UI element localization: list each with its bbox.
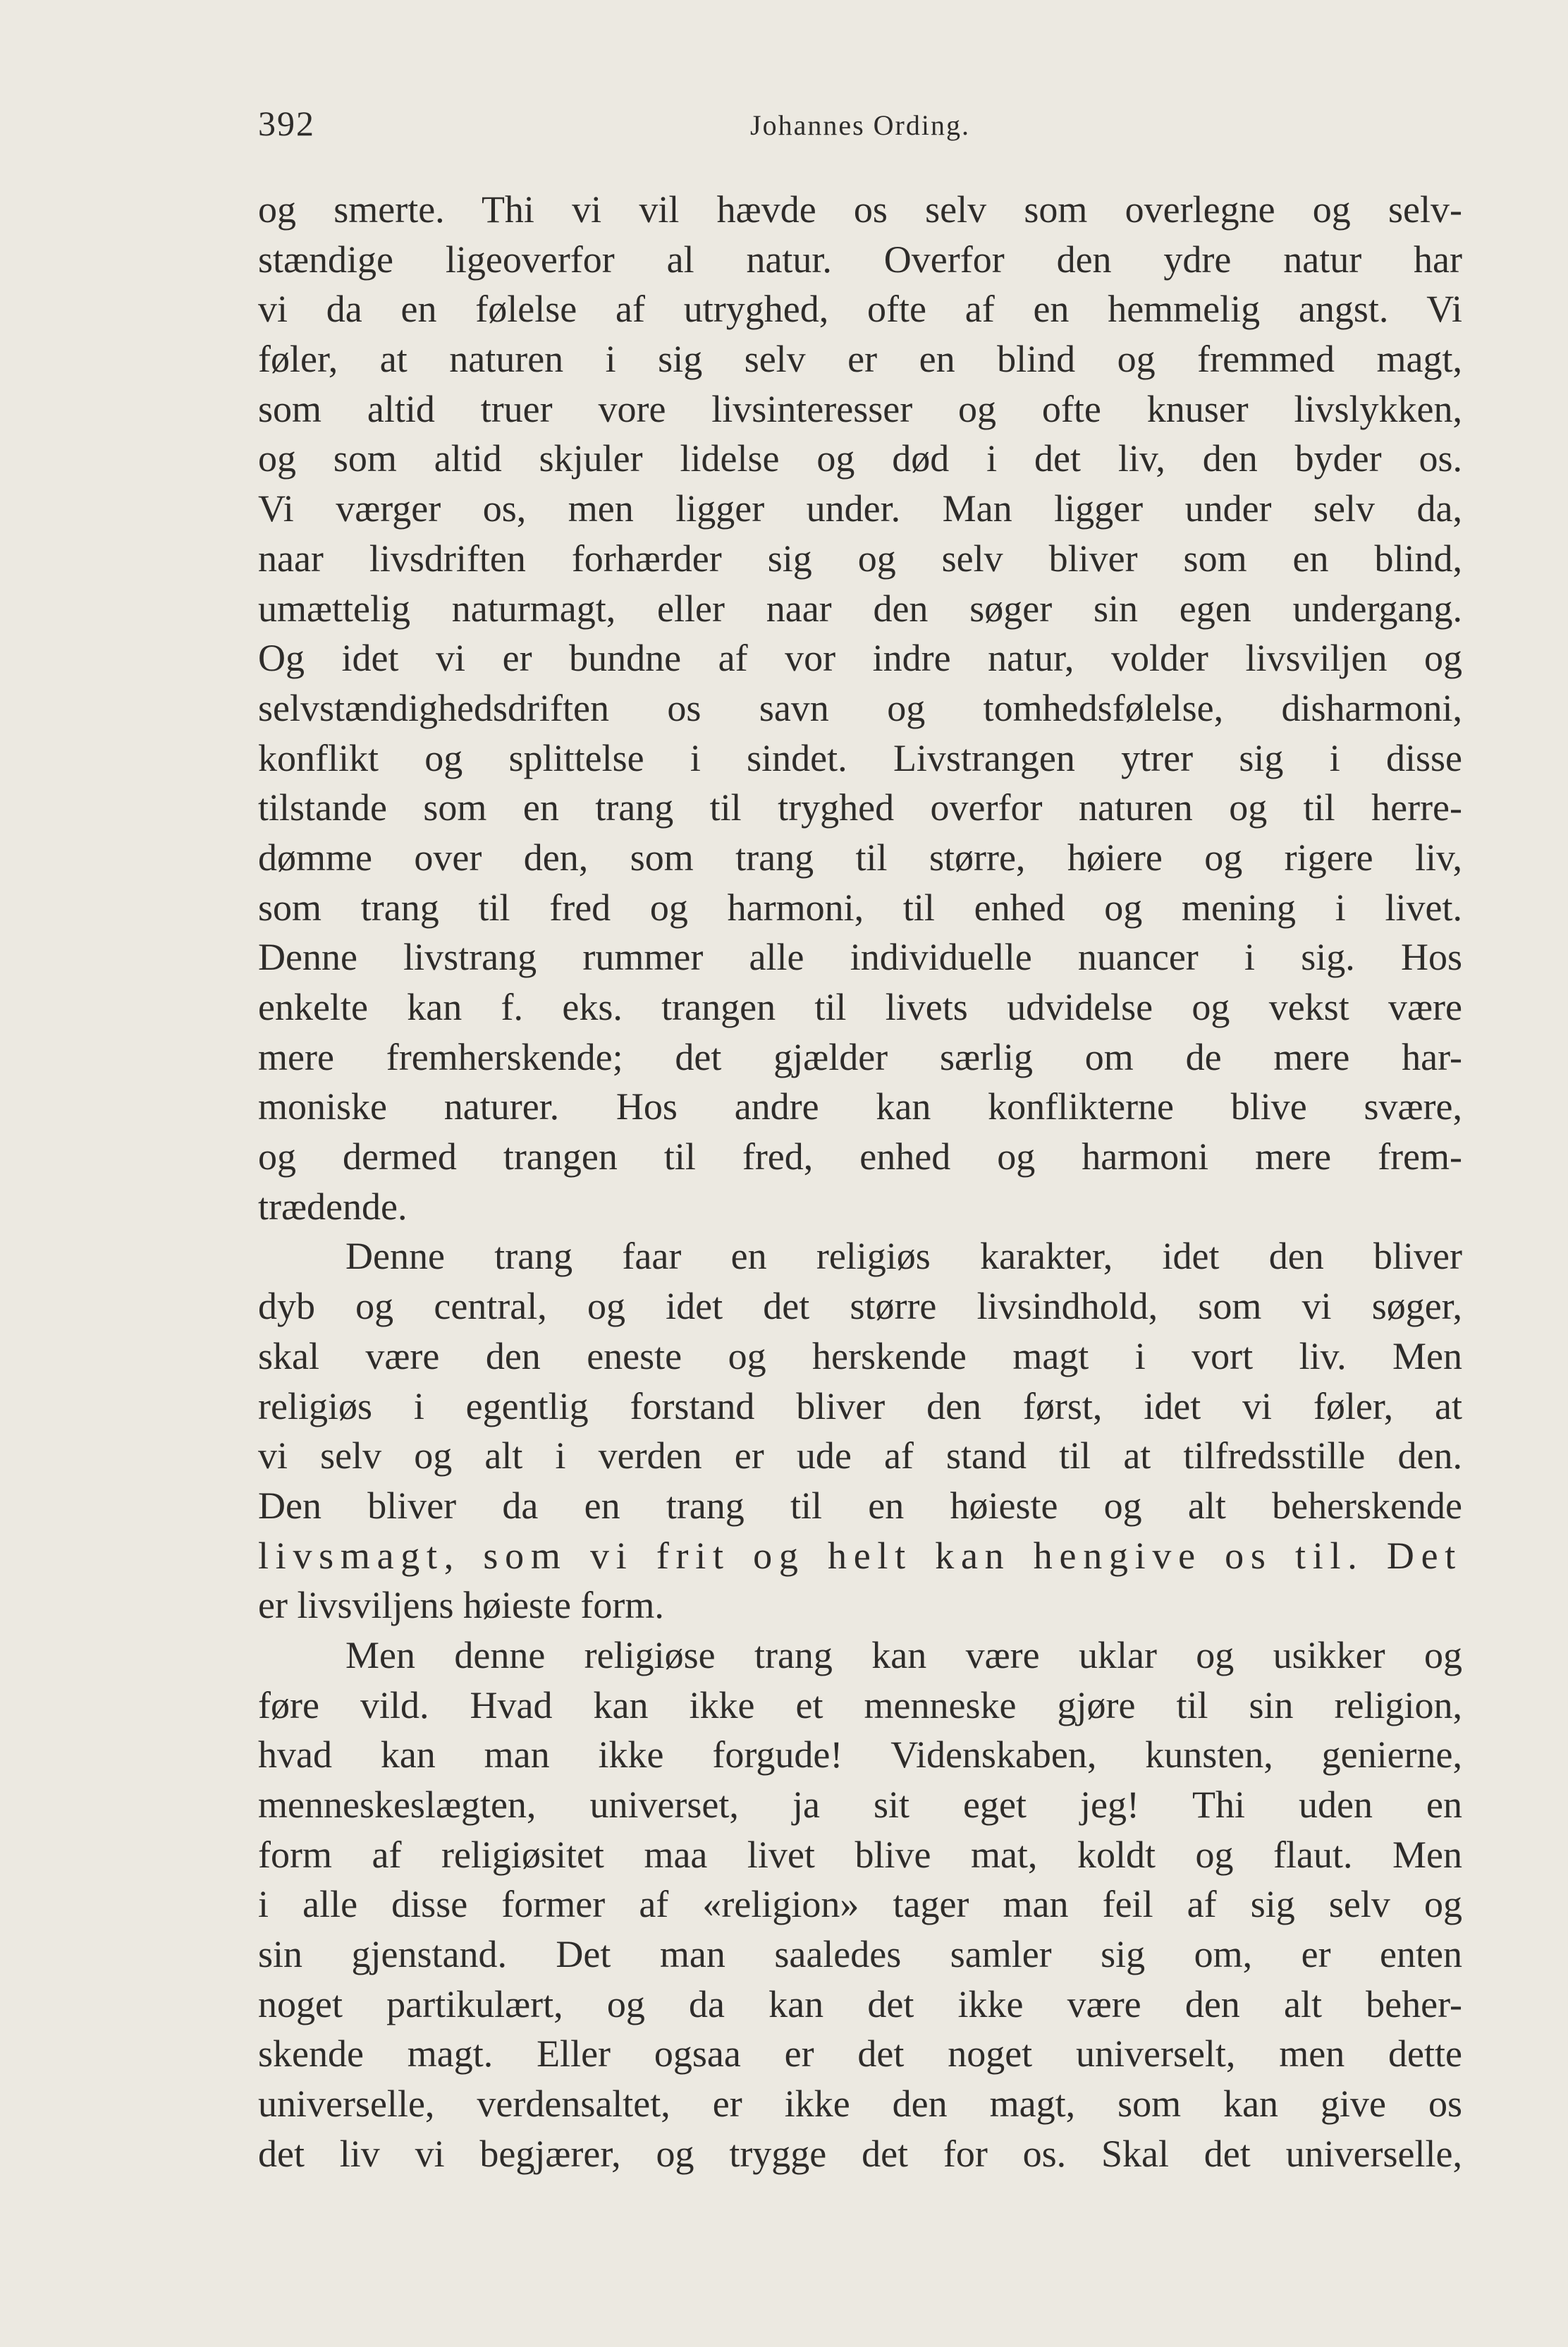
text-line: naar livsdriften forhærder sig og selv bliver som en blind, — [258, 537, 1462, 580]
text-line: mere fremherskende; det gjælder særlig om de mere har- — [258, 1035, 1462, 1078]
text-line: noget partikulært, og da kan det ikke være den alt beher- — [258, 1982, 1462, 2025]
text-line: det liv vi begjærer, og trygge det for os. Skal det universelle, — [258, 2132, 1462, 2175]
text-line: som altid truer vore livsinteresser og ofte knuser livslykken, — [258, 387, 1462, 430]
text-line: skende magt. Eller ogsaa er det noget universelt, men dette — [258, 2032, 1462, 2075]
text-line: Vi værger os, men ligger under. Man ligger under selv da, — [258, 487, 1462, 530]
paragraph-start-line: Denne trang faar en religiøs karakter, idet den bliver — [345, 1235, 1462, 1278]
text-line: menneskeslægten, universet, ja sit eget jeg! Thi uden en — [258, 1784, 1462, 1826]
text-line: hvad kan man ikke forgude! Videnskaben, kunsten, genierne, — [258, 1733, 1462, 1776]
text-line: stændige ligeoverfor al natur. Overfor den ydre natur har — [258, 238, 1462, 281]
text-line: dømme over den, som trang til større, høiere og rigere liv, — [258, 836, 1462, 879]
text-line: føre vild. Hvad kan ikke et menneske gjøre til sin religion, — [258, 1683, 1462, 1726]
running-head: Johannes Ording. — [750, 109, 970, 141]
text-line: selvstændighedsdriften os savn og tomhedsfølelse, disharmoni, — [258, 686, 1462, 729]
text-line: trædende. — [258, 1185, 408, 1228]
text-line: vi selv og alt i verden er ude af stand til at tilfredsstille den. — [258, 1434, 1462, 1477]
text-line: skal være den eneste og herskende magt i vort liv. Men — [258, 1334, 1462, 1377]
text-line: dyb og central, og idet det større livsindhold, som vi søger, — [258, 1285, 1462, 1328]
text-line: Den bliver da en trang til en høieste og alt beherskende — [258, 1484, 1462, 1527]
text-line: form af religiøsitet maa livet blive mat, koldt og flaut. Men — [258, 1833, 1462, 1876]
text-line: umættelig naturmagt, eller naar den søger sin egen undergang. — [258, 587, 1462, 630]
text-line: enkelte kan f. eks. trangen til livets udvidelse og vekst være — [258, 986, 1462, 1028]
text-line: vi da en følelse af utryghed, ofte af en hemmelig angst. Vi — [258, 288, 1462, 331]
text-line: er livsviljens høieste form. — [258, 1584, 664, 1627]
text-line: føler, at naturen i sig selv er en blind og fremmed magt, — [258, 338, 1462, 381]
text-line: konflikt og splittelse i sindet. Livstrangen ytrer sig i disse — [258, 736, 1462, 779]
page-header — [258, 103, 1462, 152]
text-line: moniske naturer. Hos andre kan konflikterne blive svære, — [258, 1085, 1462, 1128]
text-line: Og idet vi er bundne af vor indre natur, volder livsviljen og — [258, 637, 1462, 680]
body-text — [258, 185, 1462, 2179]
text-line: som trang til fred og harmoni, til enhed og mening i livet. — [258, 886, 1462, 929]
text-line: sin gjenstand. Det man saaledes samler sig om, er enten — [258, 1933, 1462, 1976]
text-line: og smerte. Thi vi vil hævde os selv som overlegne og selv- — [258, 188, 1462, 231]
text-line: Denne livstrang rummer alle individuelle nuancer i sig. Hos — [258, 936, 1462, 979]
text-line: og som altid skjuler lidelse og død i det liv, den byder os. — [258, 437, 1462, 480]
text-line: religiøs i egentlig forstand bliver den først, idet vi føler, at — [258, 1384, 1462, 1427]
text-line: livsmagt, som vi frit og helt kan hengive os til. Det — [258, 1534, 1462, 1577]
text-line: og dermed trangen til fred, enhed og harmoni mere frem- — [258, 1135, 1462, 1178]
text-line: i alle disse former af «religion» tager man feil af sig selv og — [258, 1883, 1462, 1926]
text-line: universelle, verdensaltet, er ikke den magt, som kan give os — [258, 2083, 1462, 2126]
page-number: 392 — [258, 104, 315, 143]
text-line: tilstande som en trang til tryghed overfor naturen og til herre- — [258, 786, 1462, 829]
paragraph-start-line: Men denne religiøse trang kan være uklar og usikker og — [345, 1633, 1462, 1676]
